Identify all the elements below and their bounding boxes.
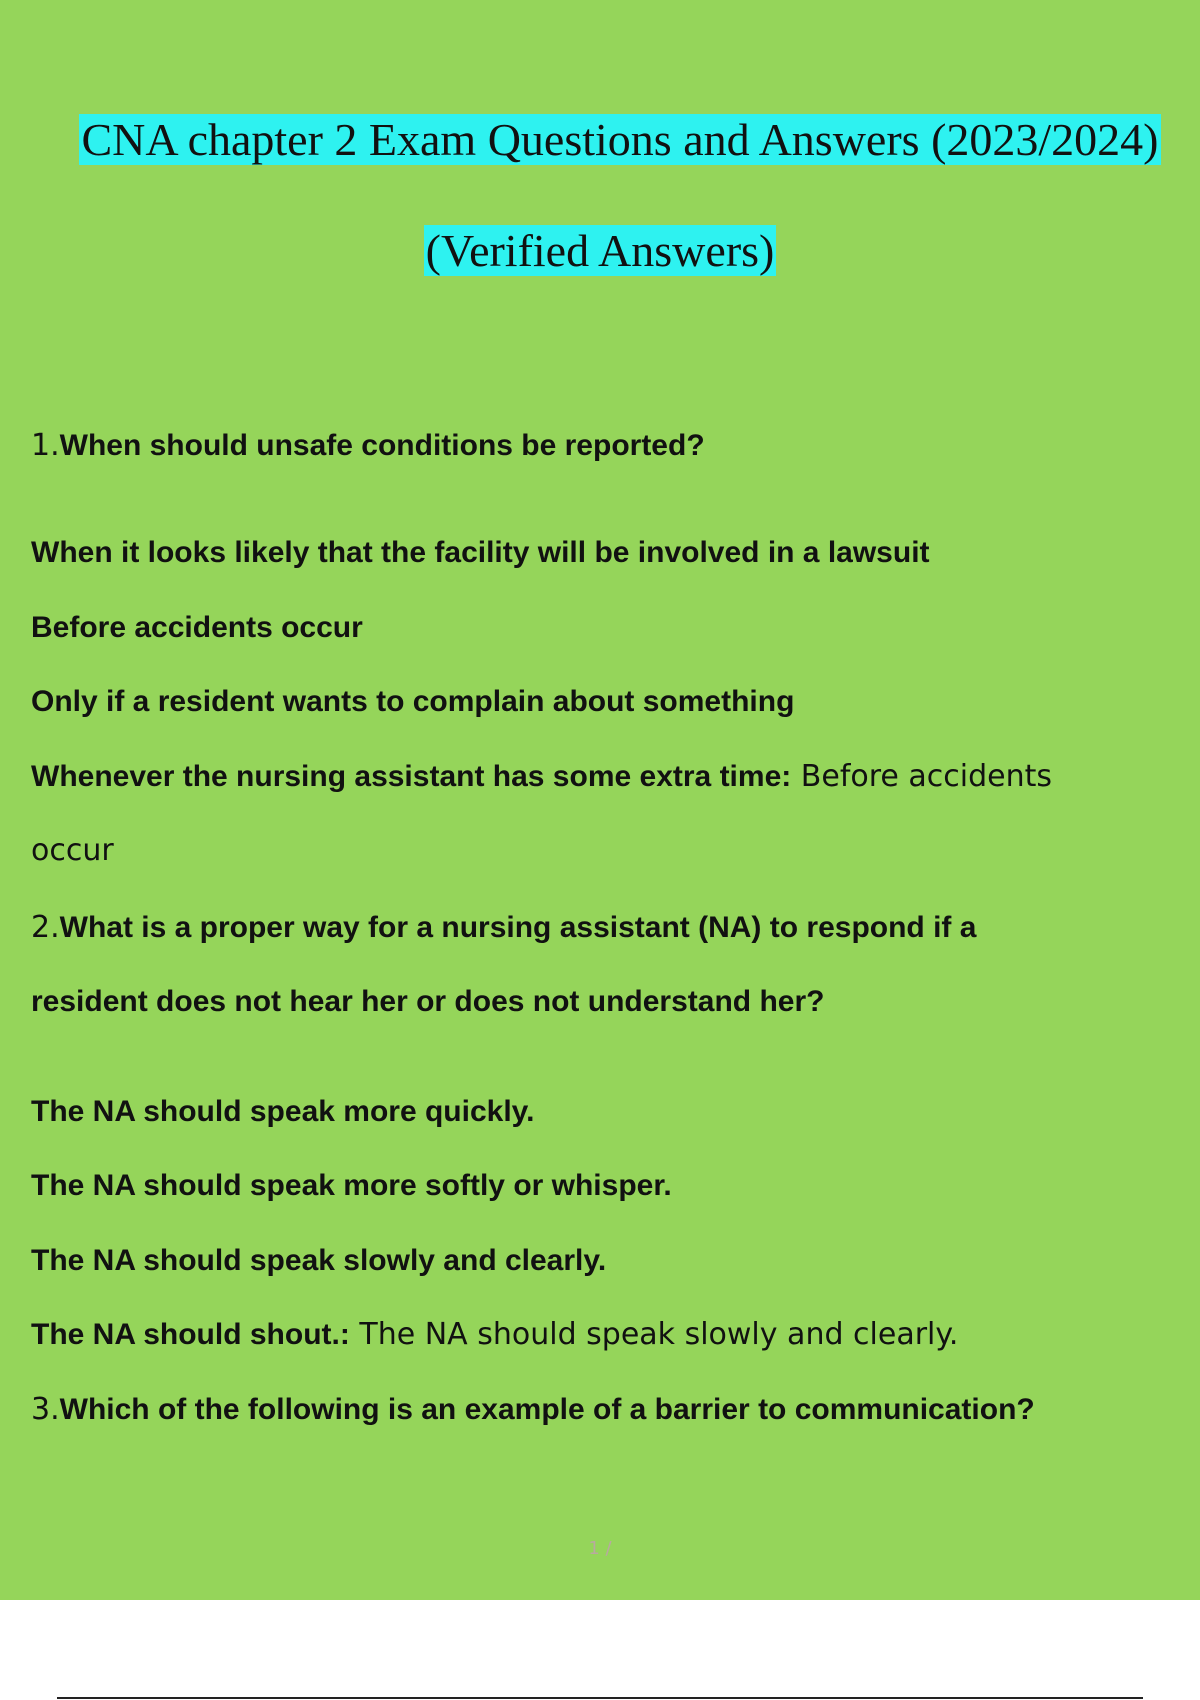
option-1d (31, 757, 1181, 797)
answer-text: Before accidents (791, 759, 1053, 794)
option-2d (31, 1315, 1181, 1355)
question-number: 1. (31, 428, 60, 463)
document-subtitle (0, 223, 1200, 279)
document-title (20, 112, 1200, 168)
question-2 (31, 908, 1181, 948)
question-number: 2. (31, 910, 60, 945)
question-3 (31, 1390, 1181, 1430)
question-text: What is a proper way for a nursing assistant (NA) to respond if a (59, 911, 977, 944)
option-text: Whenever the nursing assistant has some extra time: (31, 760, 792, 793)
option-1b: Before accidents occur (31, 611, 363, 644)
question-1 (31, 426, 1181, 466)
answer-continuation: occur (31, 833, 114, 868)
option-2a: The NA should speak more quickly. (31, 1095, 535, 1128)
question-text: When should unsafe conditions be reported? (59, 429, 705, 462)
option-2b: The NA should speak more softly or whisper. (31, 1169, 672, 1202)
question-text: Which of the following is an example of a barrier to communication? (59, 1393, 1035, 1426)
title-line-1: CNA chapter 2 Exam Questions and Answers (2023/2024) (81, 114, 1159, 165)
page-number: 1 / (588, 1538, 612, 1559)
option-1a: When it looks likely that the facility will be involved in a lawsuit (31, 536, 930, 569)
option-text: The NA should shout.: (31, 1318, 350, 1351)
answer-text: The NA should speak slowly and clearly. (349, 1317, 959, 1352)
option-2c: The NA should speak slowly and clearly. (31, 1244, 607, 1277)
option-1c: Only if a resident wants to complain about something (31, 685, 795, 718)
question-number: 3. (31, 1392, 60, 1427)
question-2-continuation: resident does not hear her or does not understand her? (31, 985, 825, 1018)
footer-rule (57, 1697, 1143, 1699)
title-line-2: (Verified Answers) (425, 225, 775, 276)
